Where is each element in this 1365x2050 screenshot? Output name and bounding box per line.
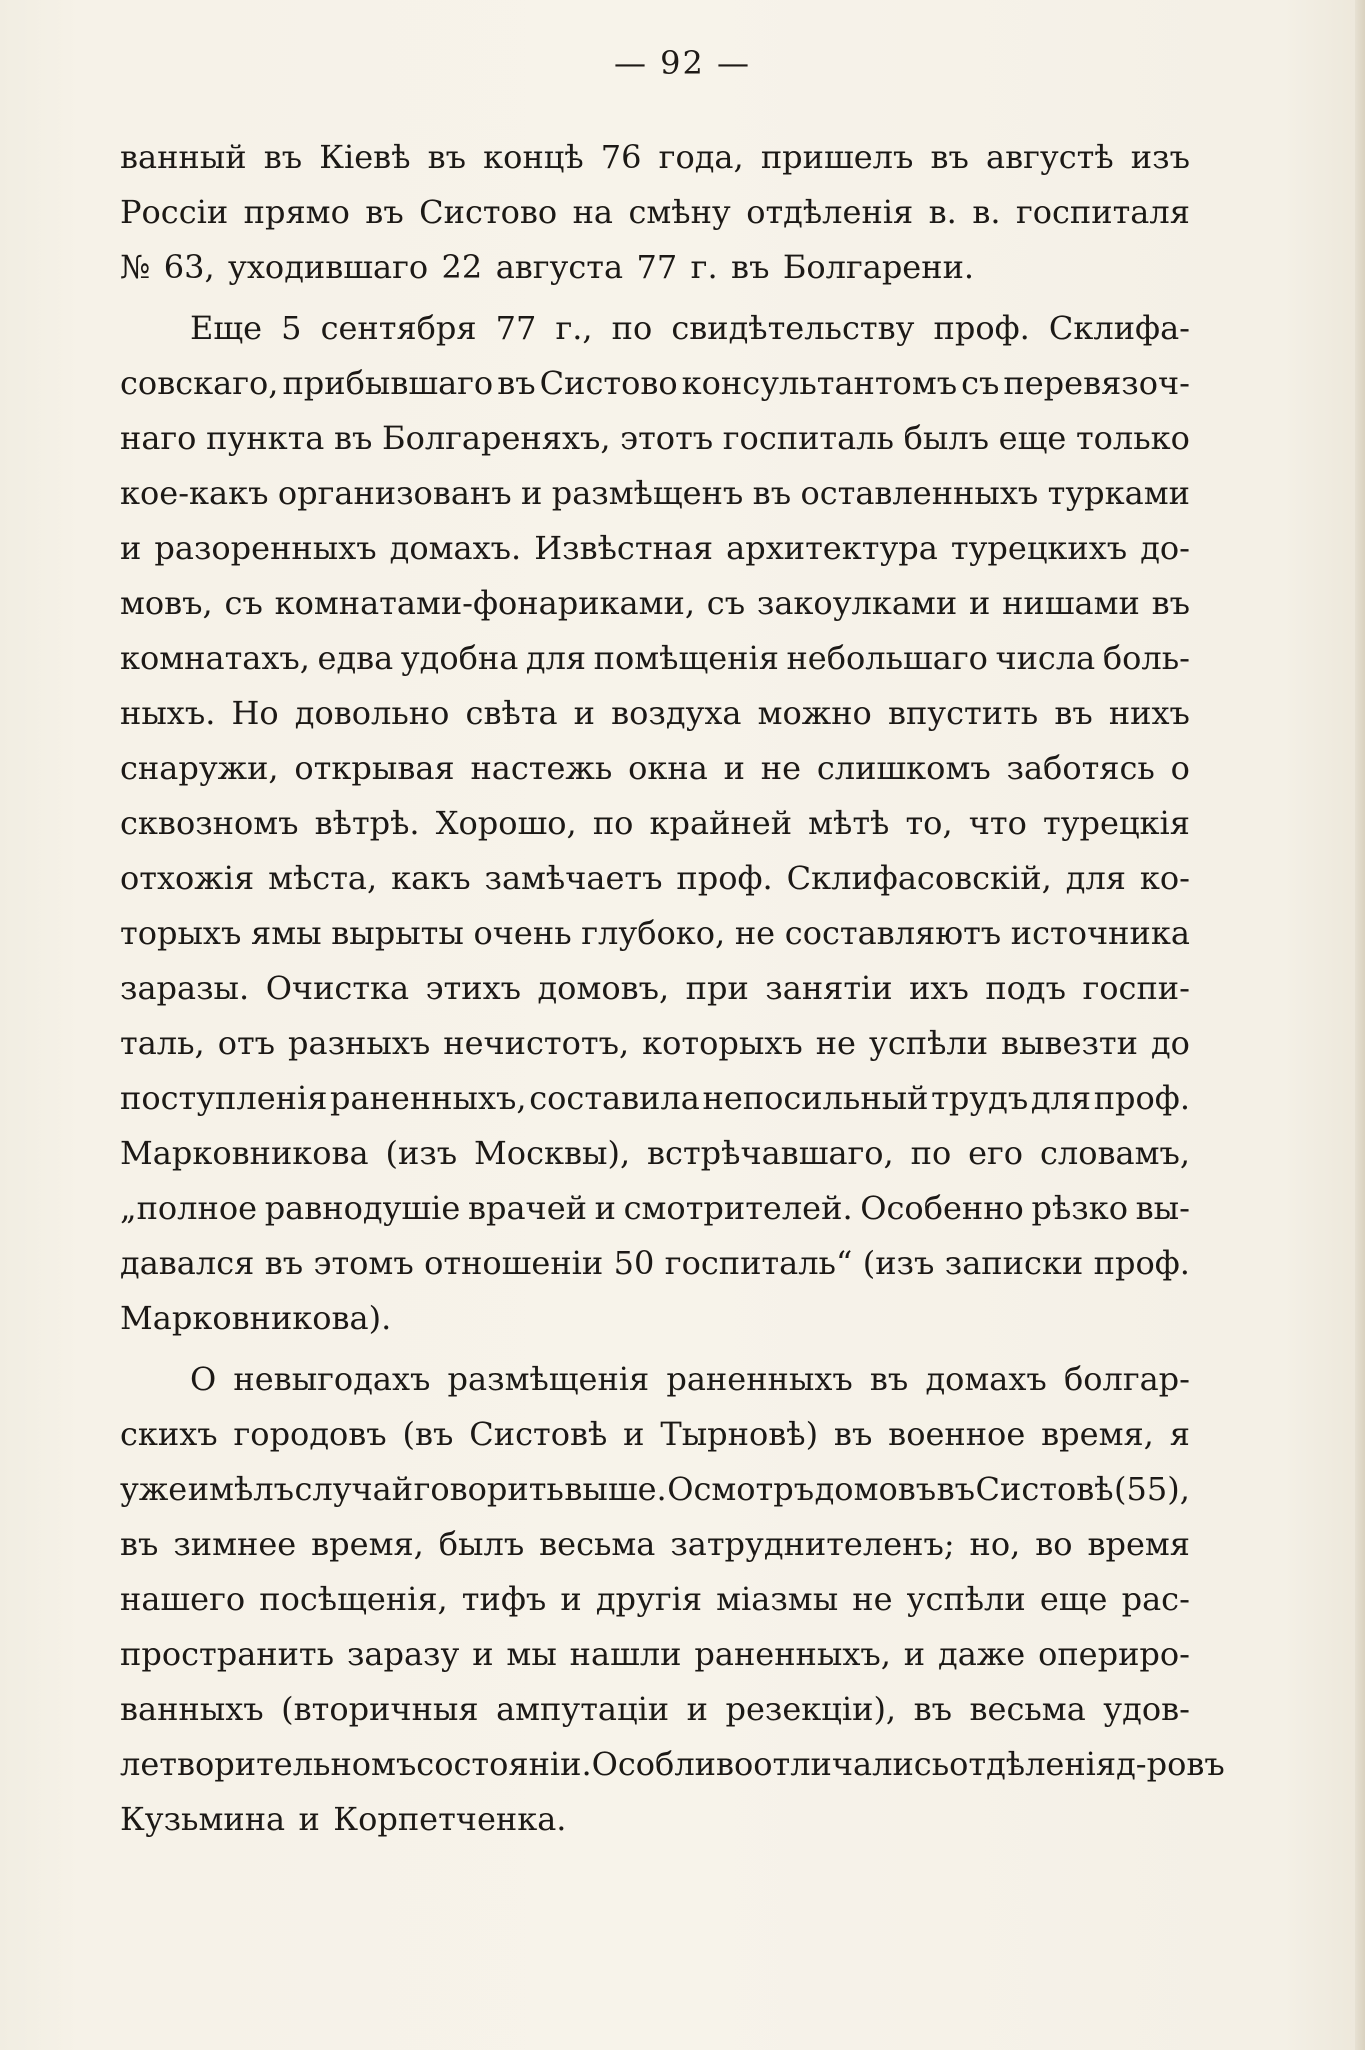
text-line: Россіи прямо въ Систово на смѣну отдѣленія в. в. госпиталя — [120, 193, 1190, 231]
text-line: нашего посѣщенія, тифъ и другія міазмы не успѣли еще рас- — [120, 1580, 1190, 1618]
text-line: Марковникова (изъ Москвы), встрѣчавшаго, по его словамъ, — [120, 1134, 1190, 1172]
text-line: и разоренныхъ домахъ. Извѣстная архитектура турецкихъ до- — [120, 529, 1190, 567]
text-line: „полное равнодушіе врачей и смотрителей. Особенно рѣзко вы- — [120, 1189, 1190, 1227]
text-line: отхожія мѣста, какъ замѣчаетъ проф. Склифасовскій, для ко- — [120, 859, 1190, 897]
text-line: Кузьмина и Корпетченка. — [120, 1800, 567, 1838]
text-line: поступленія раненныхъ, составила непосильный трудъ для проф. — [120, 1079, 1190, 1117]
text-line: совскаго, прибывшаго въ Систово консультантомъ съ перевязоч- — [120, 364, 1190, 402]
text-line: ныхъ. Но довольно свѣта и воздуха можно впустить въ нихъ — [120, 694, 1190, 732]
page-number: — 92 — — [613, 44, 752, 82]
text-line: О невыгодахъ размѣщенія раненныхъ въ домахъ болгар- — [190, 1360, 1190, 1398]
text-line: летворительномъ состояніи. Особливо отличались отдѣленія д-ровъ — [120, 1745, 1225, 1783]
body-text — [120, 130, 1225, 1847]
text-line: уже имѣлъ случай говорить выше. Осмотръ домовъ въ Систовѣ (55), — [120, 1470, 1190, 1508]
text-line: ванный въ Кіевѣ въ концѣ 76 года, пришелъ въ августѣ изъ — [120, 138, 1190, 176]
text-line: мовъ, съ комнатами-фонариками, съ закоулками и нишами въ — [120, 584, 1190, 622]
paragraph — [120, 1352, 1225, 1847]
text-line: сквозномъ вѣтрѣ. Хорошо, по крайней мѣтѣ то, что турецкія — [120, 804, 1190, 842]
text-line: Еще 5 сентября 77 г., по свидѣтельству проф. Склифа- — [190, 309, 1190, 347]
text-line: скихъ городовъ (въ Систовѣ и Тырновѣ) въ военное время, я — [120, 1415, 1190, 1453]
text-line: заразы. Очистка этихъ домовъ, при занятіи ихъ подъ госпи- — [120, 969, 1190, 1007]
text-line: пространить заразу и мы нашли раненныхъ, и даже опериро- — [120, 1635, 1190, 1673]
text-line: № 63, уходившаго 22 августа 77 г. въ Болгарени. — [120, 248, 975, 286]
text-line: ванныхъ (вторичныя ампутаціи и резекціи), въ весьма удов- — [120, 1690, 1190, 1728]
paragraph — [120, 130, 1190, 295]
text-line: давался въ этомъ отношеніи 50 госпиталь“ (изъ записки проф. — [120, 1244, 1190, 1282]
text-line: кое-какъ организованъ и размѣщенъ въ оставленныхъ турками — [120, 474, 1190, 512]
paragraph — [120, 301, 1190, 1346]
text-line: Марковникова). — [120, 1299, 392, 1337]
text-line: комнатахъ, едва удобна для помѣщенія небольшаго числа боль- — [120, 639, 1190, 677]
text-line: наго пункта въ Болгареняхъ, этотъ госпиталь былъ еще только — [120, 419, 1190, 457]
text-line: таль, отъ разныхъ нечистотъ, которыхъ не успѣли вывезти до — [120, 1024, 1190, 1062]
text-line: въ зимнее время, былъ весьма затруднителенъ; но, во время — [120, 1525, 1190, 1563]
text-line: снаружи, открывая настежь окна и не слишкомъ заботясь о — [120, 749, 1190, 787]
text-line: торыхъ ямы вырыты очень глубоко, не составляютъ источника — [120, 914, 1190, 952]
page-edge — [1355, 0, 1365, 2050]
